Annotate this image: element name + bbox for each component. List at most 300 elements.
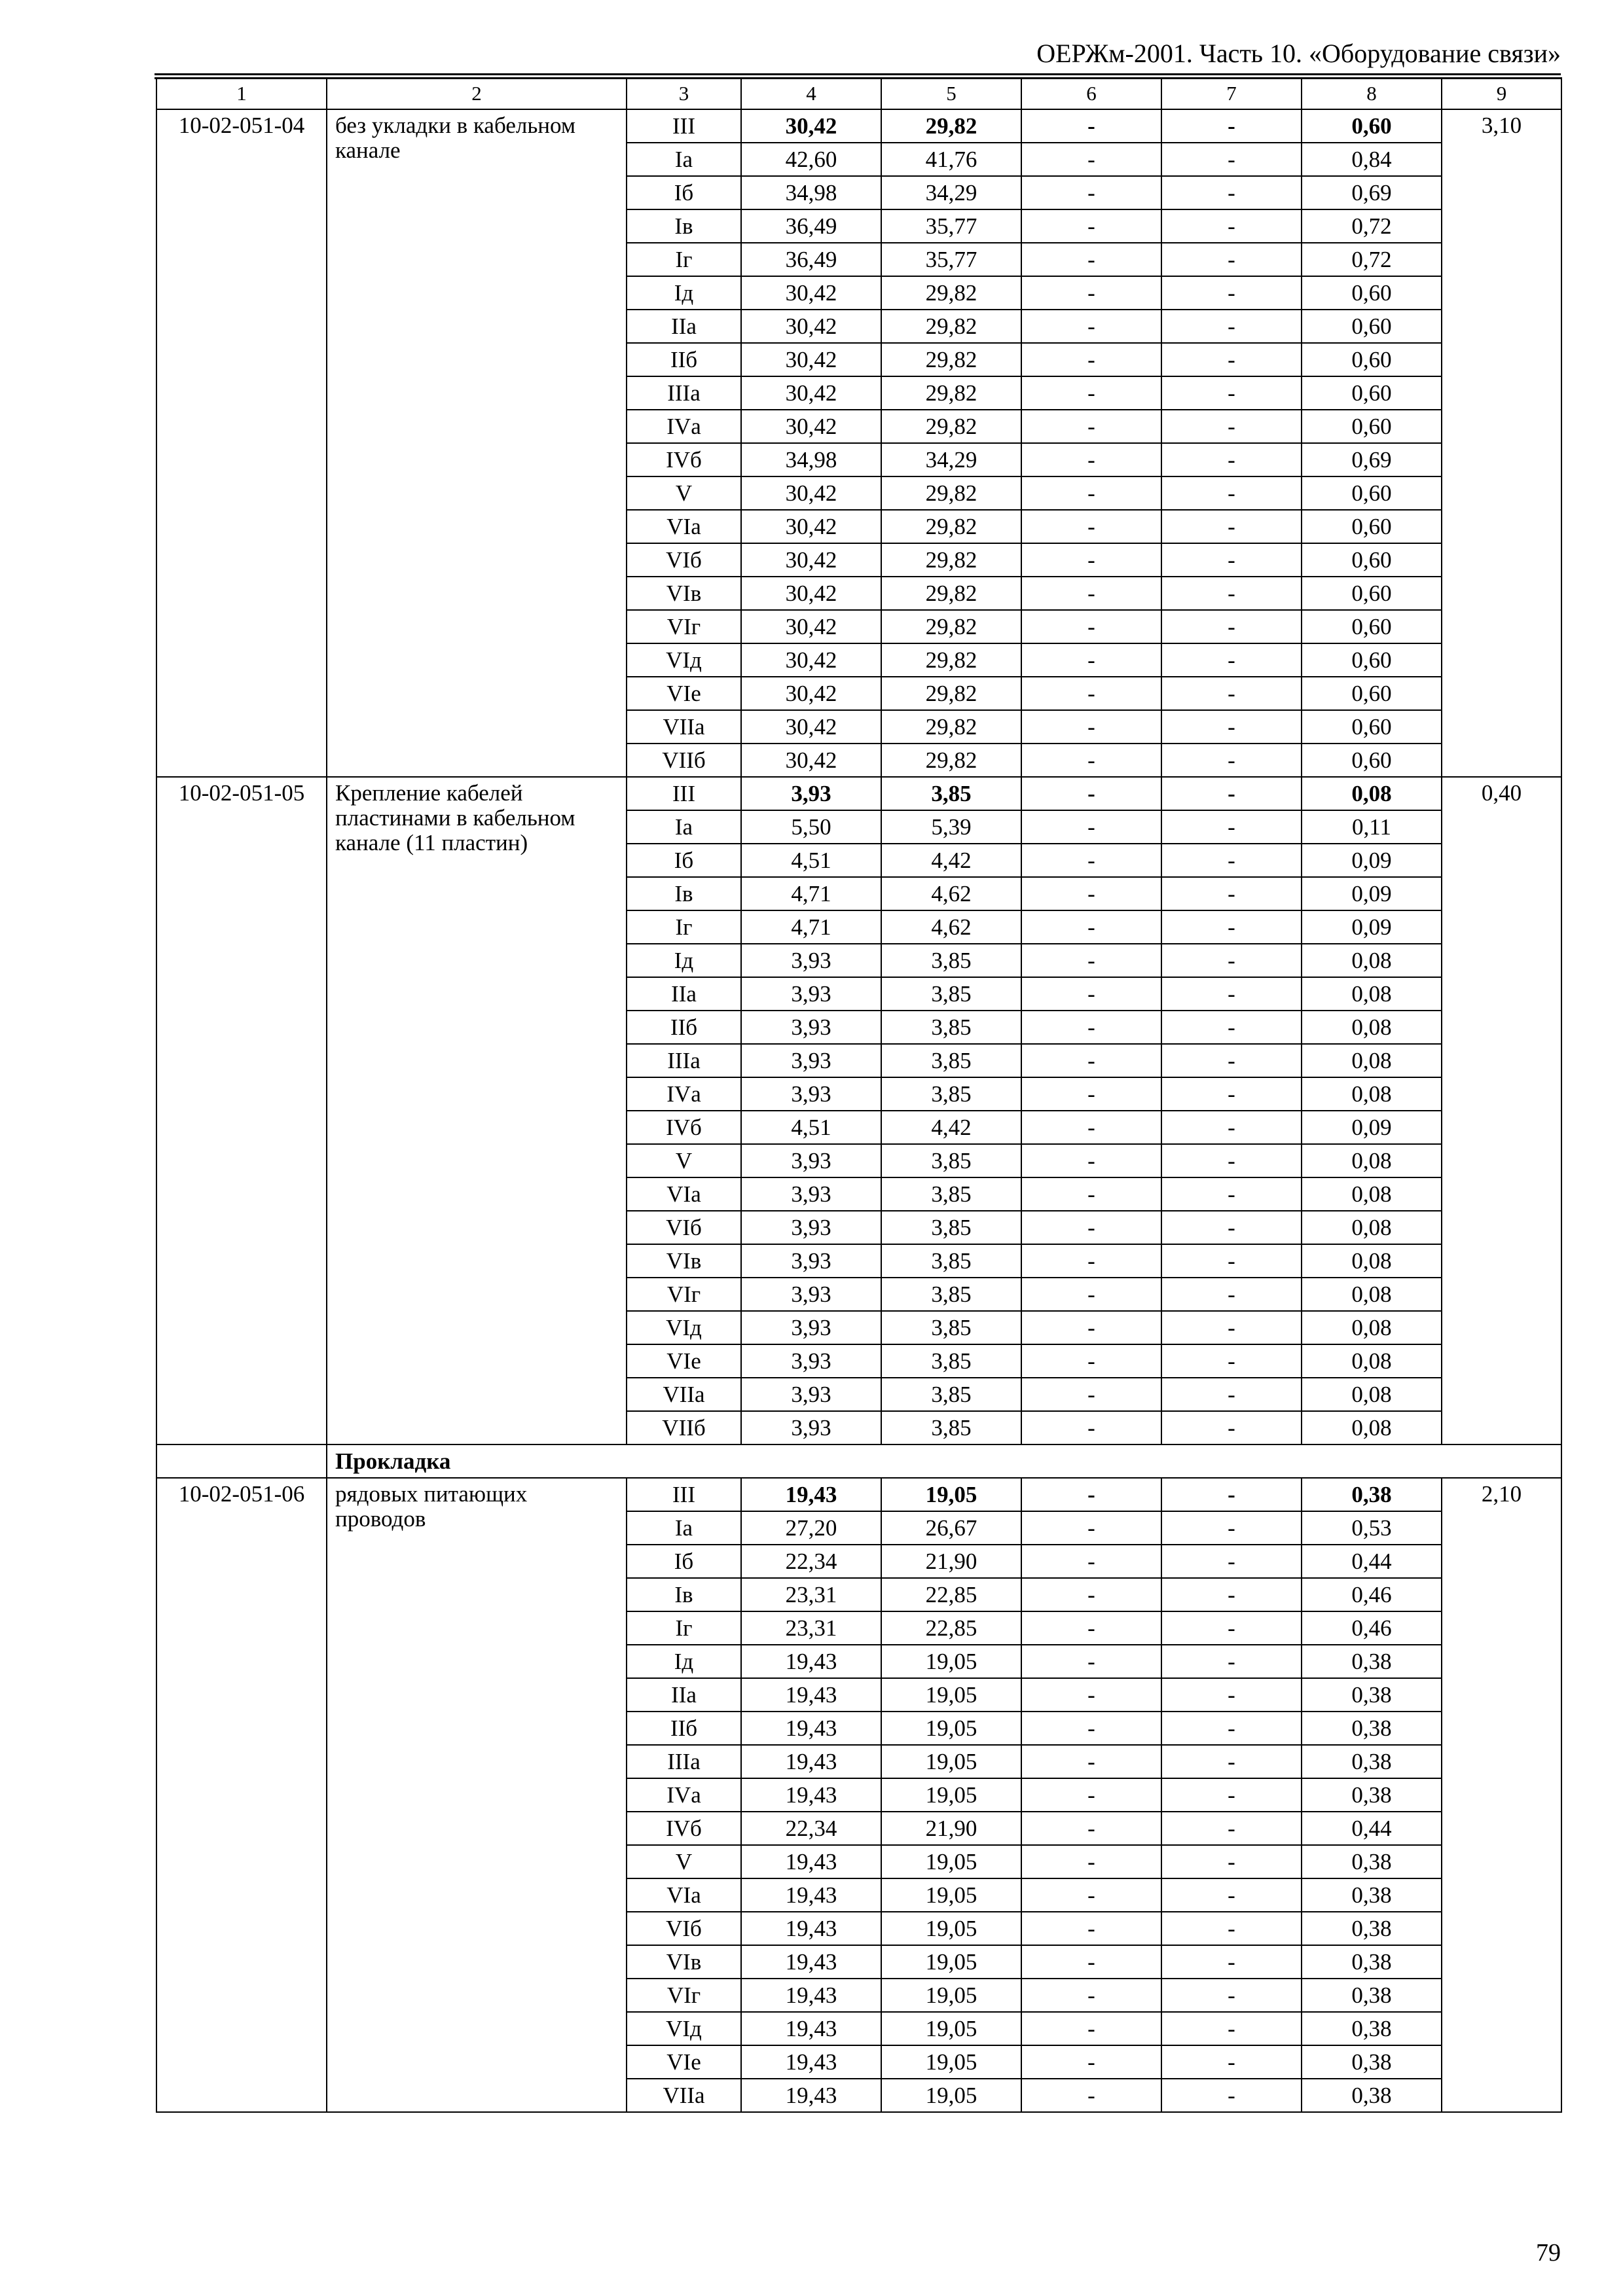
value-cell: 30,42 [741, 343, 881, 376]
value-cell: - [1021, 1678, 1161, 1712]
value-cell: 0,60 [1302, 744, 1442, 777]
table-body [156, 78, 1561, 2112]
value-cell: - [1161, 1912, 1302, 1945]
value-cell: 0,60 [1302, 677, 1442, 710]
value-cell: 5,50 [741, 810, 881, 844]
value-cell: 0,08 [1302, 1311, 1442, 1344]
value-cell: - [1021, 243, 1161, 276]
value-cell: - [1161, 476, 1302, 510]
value-cell: 0,38 [1302, 1645, 1442, 1678]
value-cell: 3,93 [741, 944, 881, 977]
value-cell: - [1021, 744, 1161, 777]
value-cell: 3,93 [741, 1177, 881, 1211]
value-cell: 23,31 [741, 1578, 881, 1611]
value-cell: 30,42 [741, 476, 881, 510]
value-cell: 0,60 [1302, 476, 1442, 510]
column-number-row [156, 78, 1561, 109]
rate-description: Крепление кабелей пластинами в кабельном канале (11 пластин) [327, 777, 627, 1444]
value-cell: - [1021, 643, 1161, 677]
value-cell: - [1161, 610, 1302, 643]
value-cell: 30,42 [741, 310, 881, 343]
value-cell: - [1161, 1745, 1302, 1778]
value-cell: 29,82 [881, 577, 1021, 610]
value-cell: 29,82 [881, 710, 1021, 744]
value-cell: - [1161, 677, 1302, 710]
value-cell: 0,60 [1302, 276, 1442, 310]
value-cell: 29,82 [881, 343, 1021, 376]
value-cell: 19,05 [881, 1845, 1021, 1878]
value-cell: 3,85 [881, 944, 1021, 977]
value-cell: - [1161, 744, 1302, 777]
value-cell: 4,42 [881, 1111, 1021, 1144]
value-cell: - [1021, 777, 1161, 810]
value-cell: 0,38 [1302, 1678, 1442, 1712]
value-cell: - [1021, 2012, 1161, 2045]
value-cell: 0,08 [1302, 1144, 1442, 1177]
value-cell: - [1021, 310, 1161, 343]
header-rule [155, 73, 1561, 75]
value-cell: 0,60 [1302, 643, 1442, 677]
value-cell: 30,42 [741, 610, 881, 643]
value-cell: 0,08 [1302, 1077, 1442, 1111]
value-cell: 3,93 [741, 1411, 881, 1444]
value-cell: 19,05 [881, 2079, 1021, 2112]
value-cell: 0,72 [1302, 243, 1442, 276]
value-cell: 30,42 [741, 410, 881, 443]
value-cell: 19,43 [741, 1778, 881, 1812]
rate-code: 10-02-051-04 [156, 109, 327, 777]
value-cell: 19,05 [881, 1778, 1021, 1812]
value-cell: 22,34 [741, 1812, 881, 1845]
zone-cell: VIе [627, 677, 741, 710]
value-cell: - [1021, 1211, 1161, 1244]
value-cell: - [1161, 176, 1302, 209]
value-cell: - [1021, 1278, 1161, 1311]
value-cell: 3,85 [881, 1344, 1021, 1378]
value-cell: - [1161, 2079, 1302, 2112]
value-cell: 5,39 [881, 810, 1021, 844]
value-cell: 0,60 [1302, 310, 1442, 343]
value-cell: 0,11 [1302, 810, 1442, 844]
value-cell: 0,69 [1302, 176, 1442, 209]
section-row [156, 1444, 1561, 1478]
value-cell: - [1021, 677, 1161, 710]
value-cell: 0,84 [1302, 143, 1442, 176]
value-cell: 3,85 [881, 1411, 1021, 1444]
value-cell: - [1021, 1812, 1161, 1845]
value-cell: - [1161, 143, 1302, 176]
value-cell: - [1021, 910, 1161, 944]
value-cell: - [1021, 1311, 1161, 1344]
value-cell: - [1021, 1712, 1161, 1745]
column-number: 9 [1442, 78, 1561, 109]
value-cell: 3,93 [741, 1244, 881, 1278]
value-cell: 30,42 [741, 109, 881, 143]
value-cell: 30,42 [741, 510, 881, 543]
value-cell: 19,05 [881, 2012, 1021, 2045]
value-cell: - [1021, 577, 1161, 610]
zone-cell: Iг [627, 243, 741, 276]
zone-cell: VIг [627, 1278, 741, 1311]
value-cell: - [1161, 1411, 1302, 1444]
value-cell: - [1021, 1478, 1161, 1511]
value-cell: - [1161, 243, 1302, 276]
value-cell: 0,38 [1302, 2012, 1442, 2045]
value-cell: 30,42 [741, 276, 881, 310]
value-cell: 3,85 [881, 1044, 1021, 1077]
value-cell: 42,60 [741, 143, 881, 176]
value-cell: - [1021, 109, 1161, 143]
rates-table [156, 77, 1562, 2113]
value-cell: 0,60 [1302, 376, 1442, 410]
value-cell: - [1021, 1011, 1161, 1044]
value-cell: - [1021, 944, 1161, 977]
column-number: 1 [156, 78, 327, 109]
value-cell: - [1161, 1211, 1302, 1244]
value-cell: 0,60 [1302, 577, 1442, 610]
value-cell: - [1161, 1244, 1302, 1278]
zone-cell: Iг [627, 910, 741, 944]
value-cell: - [1021, 410, 1161, 443]
value-cell: - [1161, 1378, 1302, 1411]
zone-cell: VIб [627, 543, 741, 577]
value-cell: 19,05 [881, 1712, 1021, 1745]
labor-cost: 0,40 [1442, 777, 1561, 1444]
zone-cell: VIд [627, 643, 741, 677]
value-cell: - [1021, 844, 1161, 877]
zone-cell: Iб [627, 844, 741, 877]
column-number: 7 [1161, 78, 1302, 109]
zone-cell: Iв [627, 877, 741, 910]
value-cell: - [1021, 276, 1161, 310]
zone-cell: Iв [627, 1578, 741, 1611]
value-cell: 0,38 [1302, 1979, 1442, 2012]
value-cell: 0,38 [1302, 1945, 1442, 1979]
value-cell: 0,38 [1302, 1712, 1442, 1745]
value-cell: 36,49 [741, 243, 881, 276]
value-cell: 34,29 [881, 443, 1021, 476]
value-cell: - [1021, 1778, 1161, 1812]
zone-cell: IVб [627, 443, 741, 476]
value-cell: - [1021, 1979, 1161, 2012]
value-cell: - [1161, 543, 1302, 577]
value-cell: - [1021, 1578, 1161, 1611]
value-cell: 29,82 [881, 310, 1021, 343]
value-cell: 0,72 [1302, 209, 1442, 243]
value-cell: 26,67 [881, 1511, 1021, 1545]
zone-cell: IVб [627, 1111, 741, 1144]
value-cell: - [1021, 1878, 1161, 1912]
value-cell: - [1161, 1712, 1302, 1745]
value-cell: - [1021, 1111, 1161, 1144]
value-cell: 19,05 [881, 1645, 1021, 1678]
value-cell: - [1021, 977, 1161, 1011]
value-cell: - [1161, 1878, 1302, 1912]
value-cell: - [1021, 376, 1161, 410]
value-cell: 19,43 [741, 2045, 881, 2079]
value-cell: - [1161, 643, 1302, 677]
value-cell: 19,05 [881, 1979, 1021, 2012]
value-cell: 3,85 [881, 1144, 1021, 1177]
value-cell: 19,43 [741, 1712, 881, 1745]
value-cell: 21,90 [881, 1812, 1021, 1845]
value-cell: 34,29 [881, 176, 1021, 209]
value-cell: 19,05 [881, 1878, 1021, 1912]
rate-description: рядовых питающих проводов [327, 1478, 627, 2112]
value-cell: 0,46 [1302, 1611, 1442, 1645]
rate-description: без укладки в кабельном канале [327, 109, 627, 777]
value-cell: 0,09 [1302, 877, 1442, 910]
value-cell: - [1161, 109, 1302, 143]
zone-cell: VIе [627, 2045, 741, 2079]
zone-cell: IIIа [627, 376, 741, 410]
value-cell: 4,62 [881, 877, 1021, 910]
value-cell: - [1161, 1011, 1302, 1044]
value-cell: 0,44 [1302, 1812, 1442, 1845]
value-cell: - [1161, 577, 1302, 610]
value-cell: - [1161, 1812, 1302, 1845]
value-cell: 34,98 [741, 176, 881, 209]
value-cell: 27,20 [741, 1511, 881, 1545]
zone-cell: IVа [627, 1077, 741, 1111]
value-cell: 30,42 [741, 710, 881, 744]
value-cell: 19,05 [881, 1912, 1021, 1945]
zone-cell: IIIа [627, 1745, 741, 1778]
value-cell: 19,05 [881, 1678, 1021, 1712]
value-cell: 3,93 [741, 1278, 881, 1311]
value-cell: - [1161, 1077, 1302, 1111]
value-cell: - [1021, 1912, 1161, 1945]
value-cell: 0,38 [1302, 2045, 1442, 2079]
zone-cell: IIб [627, 1712, 741, 1745]
value-cell: 29,82 [881, 276, 1021, 310]
value-cell: 0,08 [1302, 977, 1442, 1011]
zone-cell: VIг [627, 610, 741, 643]
value-cell: - [1021, 2045, 1161, 2079]
value-cell: 19,43 [741, 2079, 881, 2112]
value-cell: 0,08 [1302, 1378, 1442, 1411]
zone-cell: VIв [627, 1945, 741, 1979]
value-cell: 29,82 [881, 109, 1021, 143]
value-cell: 0,08 [1302, 1044, 1442, 1077]
zone-cell: VIв [627, 1244, 741, 1278]
value-cell: 21,90 [881, 1545, 1021, 1578]
value-cell: - [1021, 1411, 1161, 1444]
value-cell: - [1161, 844, 1302, 877]
zone-cell: IVа [627, 410, 741, 443]
value-cell: 0,46 [1302, 1578, 1442, 1611]
column-number: 5 [881, 78, 1021, 109]
value-cell: - [1021, 1144, 1161, 1177]
value-cell: 19,43 [741, 1945, 881, 1979]
value-cell: 29,82 [881, 410, 1021, 443]
zone-cell: IIб [627, 1011, 741, 1044]
value-cell: 29,82 [881, 643, 1021, 677]
value-cell: 0,08 [1302, 1011, 1442, 1044]
value-cell: - [1161, 1611, 1302, 1645]
section-code-cell [156, 1444, 327, 1478]
value-cell: 0,09 [1302, 910, 1442, 944]
zone-cell: IIа [627, 977, 741, 1011]
value-cell: 29,82 [881, 744, 1021, 777]
zone-cell: Iв [627, 209, 741, 243]
value-cell: 19,43 [741, 1478, 881, 1511]
value-cell: - [1021, 510, 1161, 543]
value-cell: 35,77 [881, 243, 1021, 276]
value-cell: - [1161, 877, 1302, 910]
value-cell: - [1021, 1511, 1161, 1545]
value-cell: - [1161, 510, 1302, 543]
value-cell: 0,60 [1302, 610, 1442, 643]
value-cell: - [1161, 1511, 1302, 1545]
column-number: 4 [741, 78, 881, 109]
value-cell: 0,08 [1302, 944, 1442, 977]
value-cell: - [1161, 944, 1302, 977]
rate-code: 10-02-051-06 [156, 1478, 327, 2112]
value-cell: - [1021, 810, 1161, 844]
value-cell: 3,93 [741, 777, 881, 810]
value-cell: - [1161, 310, 1302, 343]
zone-cell: III [627, 777, 741, 810]
value-cell: - [1161, 777, 1302, 810]
zone-cell: Iд [627, 944, 741, 977]
section-title: Прокладка [327, 1444, 1561, 1478]
value-cell: 3,85 [881, 1177, 1021, 1211]
value-cell: 29,82 [881, 543, 1021, 577]
value-cell: - [1021, 1645, 1161, 1678]
zone-cell: IIа [627, 310, 741, 343]
zone-cell: Iг [627, 1611, 741, 1645]
zone-cell: VIе [627, 1344, 741, 1378]
column-number: 2 [327, 78, 627, 109]
value-cell: 0,08 [1302, 777, 1442, 810]
value-cell: - [1021, 1945, 1161, 1979]
value-cell: 19,43 [741, 1745, 881, 1778]
value-cell: - [1161, 209, 1302, 243]
value-cell: 3,85 [881, 1278, 1021, 1311]
value-cell: 3,93 [741, 1211, 881, 1244]
value-cell: - [1161, 1778, 1302, 1812]
value-cell: - [1021, 2079, 1161, 2112]
value-cell: - [1161, 1311, 1302, 1344]
value-cell: 3,85 [881, 1244, 1021, 1278]
value-cell: - [1021, 476, 1161, 510]
value-cell: - [1161, 1678, 1302, 1712]
value-cell: 30,42 [741, 577, 881, 610]
value-cell: 0,38 [1302, 1745, 1442, 1778]
value-cell: 0,09 [1302, 1111, 1442, 1144]
value-cell: 0,60 [1302, 109, 1442, 143]
value-cell: 3,85 [881, 1011, 1021, 1044]
value-cell: - [1161, 910, 1302, 944]
value-cell: 4,62 [881, 910, 1021, 944]
value-cell: 22,34 [741, 1545, 881, 1578]
value-cell: 19,43 [741, 1845, 881, 1878]
value-cell: 34,98 [741, 443, 881, 476]
value-cell: - [1021, 1344, 1161, 1378]
zone-cell: Iб [627, 176, 741, 209]
value-cell: - [1161, 2012, 1302, 2045]
column-number: 3 [627, 78, 741, 109]
value-cell: 0,38 [1302, 1912, 1442, 1945]
value-cell: - [1161, 1845, 1302, 1878]
zone-cell: Iа [627, 810, 741, 844]
value-cell: - [1161, 1044, 1302, 1077]
value-cell: 36,49 [741, 209, 881, 243]
zone-cell: VIб [627, 1912, 741, 1945]
zone-cell: V [627, 1845, 741, 1878]
value-cell: 3,85 [881, 977, 1021, 1011]
column-number: 6 [1021, 78, 1161, 109]
value-cell: 19,43 [741, 1645, 881, 1678]
value-cell: 0,38 [1302, 1478, 1442, 1511]
zone-cell: V [627, 1144, 741, 1177]
table-row [156, 109, 1561, 143]
value-cell: - [1021, 1244, 1161, 1278]
zone-cell: Iа [627, 143, 741, 176]
value-cell: 3,93 [741, 1311, 881, 1344]
value-cell: - [1161, 1344, 1302, 1378]
value-cell: 19,05 [881, 1945, 1021, 1979]
value-cell: 29,82 [881, 376, 1021, 410]
zone-cell: VIд [627, 2012, 741, 2045]
value-cell: 0,38 [1302, 1778, 1442, 1812]
zone-cell: Iд [627, 276, 741, 310]
value-cell: - [1161, 1478, 1302, 1511]
page-header: ОЕРЖм-2001. Часть 10. «Оборудование связи» [1036, 39, 1561, 68]
value-cell: - [1161, 2045, 1302, 2079]
value-cell: 0,53 [1302, 1511, 1442, 1545]
value-cell: - [1161, 1578, 1302, 1611]
value-cell: - [1161, 1278, 1302, 1311]
value-cell: 0,69 [1302, 443, 1442, 476]
value-cell: 29,82 [881, 610, 1021, 643]
value-cell: - [1161, 710, 1302, 744]
value-cell: 4,71 [741, 877, 881, 910]
value-cell: 3,85 [881, 777, 1021, 810]
value-cell: - [1161, 1545, 1302, 1578]
value-cell: - [1021, 1378, 1161, 1411]
zone-cell: VIа [627, 510, 741, 543]
value-cell: 30,42 [741, 376, 881, 410]
value-cell: 0,09 [1302, 844, 1442, 877]
value-cell: - [1021, 1177, 1161, 1211]
value-cell: 0,08 [1302, 1211, 1442, 1244]
zone-cell: IIIа [627, 1044, 741, 1077]
zone-cell: IIа [627, 1678, 741, 1712]
value-cell: 0,08 [1302, 1278, 1442, 1311]
zone-cell: VIIб [627, 744, 741, 777]
value-cell: - [1161, 977, 1302, 1011]
value-cell: 19,43 [741, 1878, 881, 1912]
value-cell: - [1021, 343, 1161, 376]
value-cell: 3,93 [741, 1044, 881, 1077]
labor-cost: 2,10 [1442, 1478, 1561, 2112]
table-row [156, 1478, 1561, 1511]
value-cell: 19,43 [741, 1678, 881, 1712]
value-cell: 0,60 [1302, 543, 1442, 577]
zone-cell: VIIб [627, 1411, 741, 1444]
zone-cell: VIа [627, 1177, 741, 1211]
zone-cell: IVб [627, 1812, 741, 1845]
value-cell: 23,31 [741, 1611, 881, 1645]
value-cell: 0,38 [1302, 1878, 1442, 1912]
zone-cell: VIIа [627, 1378, 741, 1411]
value-cell: 29,82 [881, 510, 1021, 543]
zone-cell: VIIа [627, 710, 741, 744]
value-cell: 19,43 [741, 1979, 881, 2012]
labor-cost: 3,10 [1442, 109, 1561, 777]
